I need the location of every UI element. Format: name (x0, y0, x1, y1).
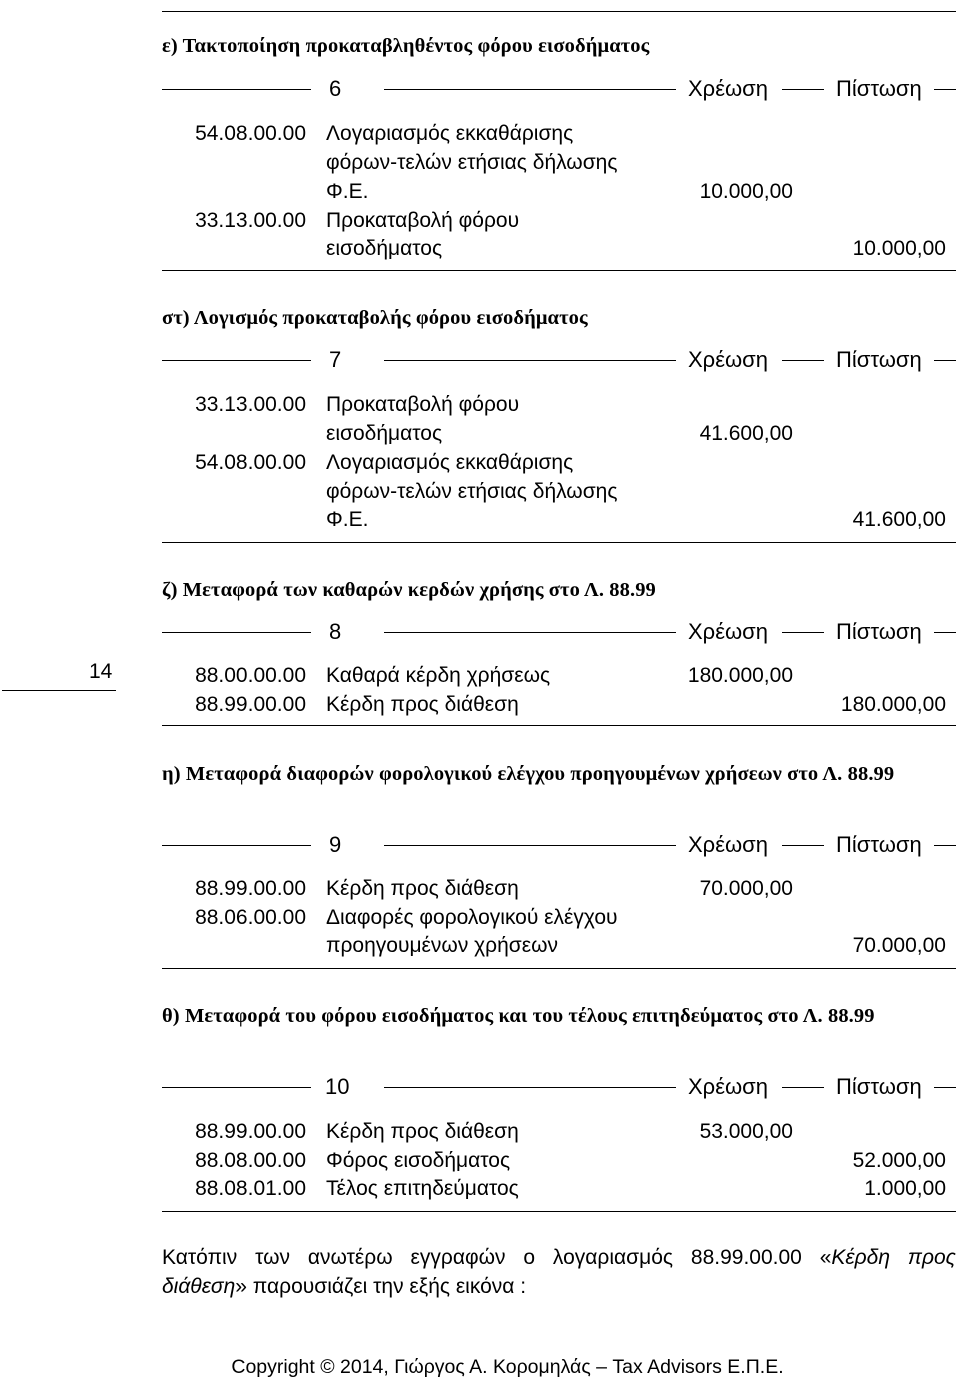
section-heading: θ) Μεταφορά του φόρου εισοδήματος και του τέλους επιτηδεύματος στο Λ. 88.99 (162, 1005, 875, 1027)
closing-line-1: Κατόπιν των ανωτέρω εγγραφών ο λογαριασμός 88.99.00.00 «Κέρδη προς (162, 1246, 956, 1269)
account-description: Φ.Ε. (326, 180, 369, 203)
page-number: 14 (89, 660, 113, 683)
account-code: 33.13.00.00 (195, 393, 306, 416)
ledger-line (0, 690, 960, 719)
ledger-line (0, 234, 960, 263)
section-heading: ε) Τακτοποίηση προκαταβληθέντος φόρου εισοδήματος (162, 35, 650, 57)
debit-label: Χρέωση (688, 832, 768, 857)
entry-header (162, 1072, 956, 1102)
entry-header (162, 345, 956, 375)
ledger-line (0, 931, 960, 960)
credit-amount: 1.000,00 (864, 1177, 946, 1200)
section-heading: η) Μεταφορά διαφορών φορολογικού ελέγχου προηγουμένων χρήσεων στο Λ. 88.99 (162, 763, 895, 785)
ledger-line (0, 903, 960, 932)
debit-amount: 70.000,00 (699, 877, 793, 900)
ledger-line (0, 390, 960, 419)
account-code: 88.99.00.00 (195, 693, 306, 716)
account-code: 54.08.00.00 (195, 122, 306, 145)
ledger-line (0, 177, 960, 206)
account-description: Κέρδη προς διάθεση (326, 877, 519, 900)
account-description: Κέρδη προς διάθεση (326, 693, 519, 716)
section-heading: στ) Λογισμός προκαταβολής φόρου εισοδήματος (162, 307, 588, 329)
account-description: Προκαταβολή φόρου (326, 393, 520, 416)
debit-amount: 41.600,00 (699, 422, 793, 445)
ledger-line (0, 206, 960, 235)
credit-amount: 70.000,00 (852, 934, 946, 957)
ledger-line (0, 119, 960, 148)
account-description: Διαφορές φορολογικού ελέγχου (326, 906, 618, 929)
entry-separator (162, 968, 956, 969)
account-code: 88.00.00.00 (195, 664, 306, 687)
entry-number: 6 (329, 76, 342, 101)
ledger-line (0, 1117, 960, 1146)
entry-header (162, 830, 956, 860)
credit-label: Πίστωση (836, 1074, 922, 1099)
account-description: Κέρδη προς διάθεση (326, 1120, 519, 1143)
credit-label: Πίστωση (836, 347, 922, 372)
account-code: 88.99.00.00 (195, 1120, 306, 1143)
top-rule (162, 11, 956, 12)
credit-amount: 10.000,00 (852, 237, 946, 260)
credit-amount: 52.000,00 (852, 1149, 946, 1172)
debit-label: Χρέωση (688, 619, 768, 644)
section-heading: ζ) Μεταφορά των καθαρών κερδών χρήσης στο Λ. 88.99 (162, 579, 656, 601)
entry-separator (162, 542, 956, 543)
credit-label: Πίστωση (836, 832, 922, 857)
entry-number: 9 (329, 832, 342, 857)
ledger-line (0, 505, 960, 534)
page-number-rule (2, 690, 116, 691)
ledger-line (0, 1146, 960, 1175)
entry-separator (162, 1211, 956, 1212)
credit-label: Πίστωση (836, 76, 922, 101)
account-description: φόρων-τελών ετήσιας δήλωσης (326, 151, 618, 174)
ledger-line (0, 874, 960, 903)
debit-amount: 180.000,00 (687, 664, 793, 687)
debit-label: Χρέωση (688, 1074, 768, 1099)
entry-header (162, 74, 956, 104)
closing-paragraph (162, 1243, 956, 1301)
account-code: 54.08.00.00 (195, 451, 306, 474)
ledger-line (0, 477, 960, 506)
account-code: 88.08.01.00 (195, 1177, 306, 1200)
account-description: Λογαριασμός εκκαθάρισης (326, 451, 574, 474)
closing-line-2: διάθεση» παρουσιάζει την εξής εικόνα : (162, 1275, 527, 1298)
account-code: 88.99.00.00 (195, 877, 306, 900)
debit-amount: 53.000,00 (699, 1120, 793, 1143)
account-description: εισοδήματος (326, 422, 443, 445)
credit-amount: 180.000,00 (840, 693, 946, 716)
account-description: Λογαριασμός εκκαθάρισης (326, 122, 574, 145)
debit-label: Χρέωση (688, 347, 768, 372)
copyright-footer: Copyright © 2014, Γιώργος Α. Κορομηλάς – Tax Advisors Ε.Π.Ε. (231, 1356, 784, 1378)
entry-number: 7 (329, 347, 342, 372)
account-description: Καθαρά κέρδη χρήσεως (326, 664, 551, 687)
account-description: εισοδήματος (326, 237, 443, 260)
debit-label: Χρέωση (688, 76, 768, 101)
entry-number: 10 (325, 1074, 350, 1099)
account-code: 88.06.00.00 (195, 906, 306, 929)
entry-separator (162, 725, 956, 726)
account-description: Φ.Ε. (326, 508, 369, 531)
ledger-line (0, 448, 960, 477)
entry-number: 8 (329, 619, 342, 644)
account-code: 33.13.00.00 (195, 209, 306, 232)
account-code: 88.08.00.00 (195, 1149, 306, 1172)
ledger-line (0, 661, 960, 690)
ledger-line (0, 148, 960, 177)
ledger-line (0, 1174, 960, 1203)
entry-header (162, 617, 956, 647)
debit-amount: 10.000,00 (699, 180, 793, 203)
credit-amount: 41.600,00 (852, 508, 946, 531)
ledger-line (0, 419, 960, 448)
credit-label: Πίστωση (836, 619, 922, 644)
account-description: Προκαταβολή φόρου (326, 209, 520, 232)
account-description: φόρων-τελών ετήσιας δήλωσης (326, 480, 618, 503)
account-description: Τέλος επιτηδεύματος (326, 1177, 519, 1200)
account-description: προηγουμένων χρήσεων (326, 934, 559, 957)
account-description: Φόρος εισοδήματος (326, 1149, 511, 1172)
entry-separator (162, 270, 956, 271)
